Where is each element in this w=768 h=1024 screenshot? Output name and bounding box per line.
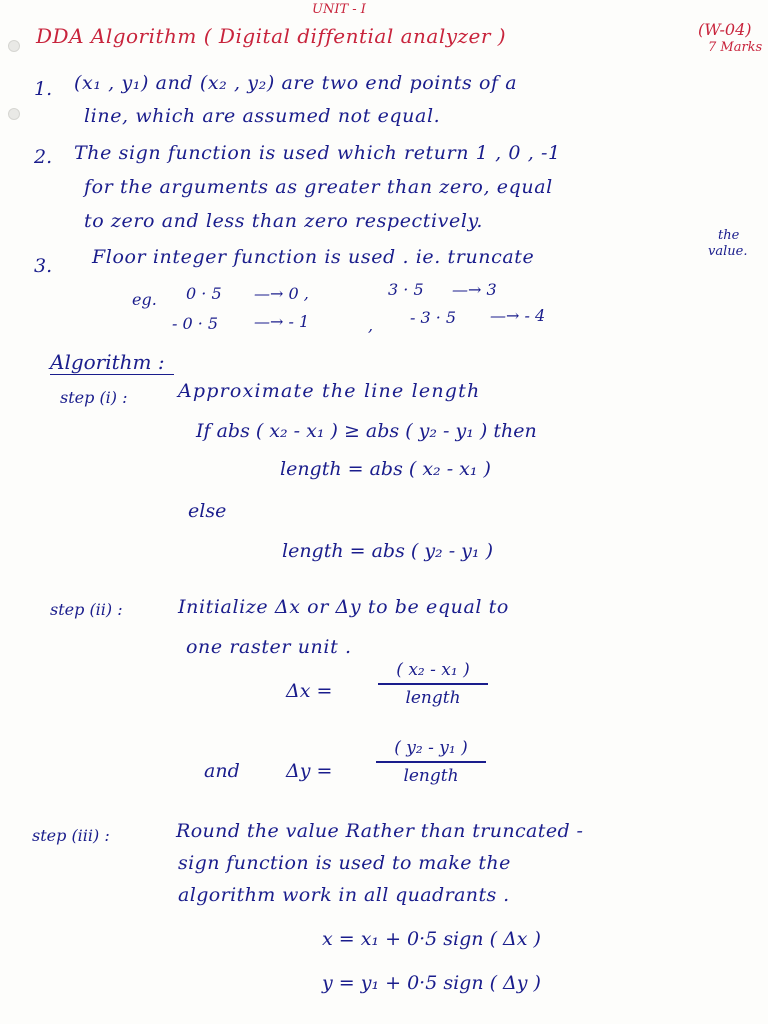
fraction-bar [378,683,488,685]
example-arrow: —→ 3 [452,280,497,299]
else-text: else [188,500,227,522]
example-value: - 0 · 5 [172,314,219,333]
point-text: Floor integer function is used . ie. truncate [92,246,535,268]
step-text: sign function is used to make the [178,852,511,874]
formula-text: x = x₁ + 0·5 sign ( Δx ) [322,928,541,950]
step-text: algorithm work in all quadrants . [178,884,510,906]
dx-fraction [378,660,488,708]
formula-text: length = abs ( y₂ - y₁ ) [282,540,493,562]
example-value: 0 · 5 [186,284,222,303]
formula-text: y = y₁ + 0·5 sign ( Δy ) [322,972,541,994]
fraction-denominator: length [403,765,459,786]
point-text: The sign function is used which return 1 , 0 , -1 [74,142,561,164]
example-arrow: —→ - 1 [254,312,310,331]
dy-fraction [376,738,486,786]
example-separator: , [368,316,374,335]
fraction-numerator: ( y₂ - y₁ ) [394,738,468,758]
step-text: Approximate the line length [178,380,481,402]
example-value: 3 · 5 [388,280,424,299]
page-title: DDA Algorithm ( Digital diffential analyzer ) [36,24,507,48]
marks-label: 7 Marks [708,40,763,55]
fraction-bar [376,761,486,763]
point-text: line, which are assumed not equal. [84,105,441,127]
binder-hole [8,40,20,52]
point-text: value. [708,244,748,259]
step-text: Initialize Δx or Δy to be equal to [178,596,509,618]
formula-label: Δy = [286,760,333,782]
algorithm-heading: Algorithm : [50,350,165,374]
point-number: 3. [34,255,53,277]
point-number: 2. [34,146,53,168]
step-label: step (i) : [60,388,128,407]
point-number: 1. [34,78,53,100]
binder-hole [8,108,20,120]
example-label: eg. [132,290,157,309]
unit-label: UNIT - I [312,2,366,17]
point-text: (x₁ , y₁) and (x₂ , y₂) are two end points of a [74,72,518,94]
formula-label: Δx = [286,680,333,702]
fraction-numerator: ( x₂ - x₁ ) [396,660,470,680]
example-arrow: —→ 0 , [254,284,309,303]
fraction-denominator: length [405,687,461,708]
exam-code: (W-04) [698,20,752,39]
and-text: and [204,760,240,782]
step-label: step (ii) : [50,600,123,619]
example-value: - 3 · 5 [410,308,457,327]
example-arrow: —→ - 4 [490,306,546,325]
step-text: Round the value Rather than truncated - [176,820,584,842]
condition-text: If abs ( x₂ - x₁ ) ≥ abs ( y₂ - y₁ ) then [196,420,537,442]
point-text: for the arguments as greater than zero, equal [84,176,553,198]
point-text: to zero and less than zero respectively. [84,210,483,232]
point-text: the [718,228,740,243]
formula-text: length = abs ( x₂ - x₁ ) [280,458,491,480]
heading-underline [50,374,174,375]
step-label: step (iii) : [32,826,110,845]
step-text: one raster unit . [186,636,352,658]
